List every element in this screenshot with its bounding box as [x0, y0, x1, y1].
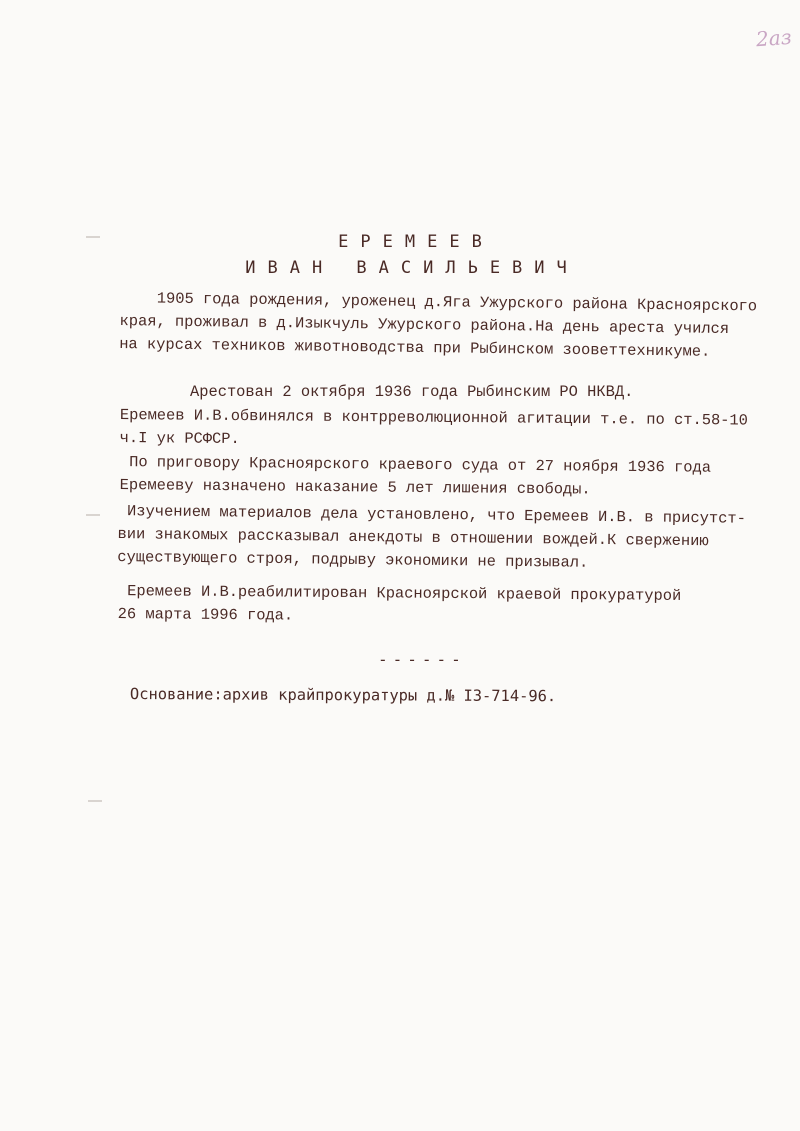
margin-mark [86, 514, 100, 516]
arrest-paragraph: Арестован 2 октября 1936 года Рыбинским РО НКВД. [190, 383, 634, 401]
heading-surname: ЕРЕМЕЕВ [338, 232, 494, 252]
sentence-paragraph: По приговору Красноярского краевого суда от 27 ноября 1936 года Еремееву назначено наказание 5 лет лишения свободы. [119, 452, 712, 499]
biography-paragraph: 1905 года рождения, уроженец д.Яга Ужурского района Красноярского края, проживал в д.Изыкчуль Ужурского района.На день ареста учился на курсах техников животноводства при Рыбинском зооветтехникуме. [119, 288, 758, 361]
basis-line: Основание:архив крайпрокуратуры д.№ I3-714-96. [129, 685, 557, 706]
corner-handwritten-mark: 2аз [755, 24, 793, 52]
rehabilitation-paragraph: Еремеев И.В.реабилитирован Красноярской краевой прокуратурой 26 марта 1996 года. [117, 581, 682, 625]
findings-paragraph: Изучением материалов дела установлено, что Еремеев И.В. в присутст- вии знакомых рассказывал анекдоты в отношении вождей.К свержению существующего строя, подрыву экономики не призывал. [117, 501, 746, 572]
heading-given-name: ИВАН ВАСИЛЬЕВИЧ [245, 258, 579, 278]
section-divider: ------ [378, 650, 466, 669]
margin-mark [88, 800, 102, 802]
charge-paragraph: Еремеев И.В.обвинялся в контрреволюционной агитации т.е. по ст.58-10 ч.I ук РСФСР. [119, 405, 749, 449]
